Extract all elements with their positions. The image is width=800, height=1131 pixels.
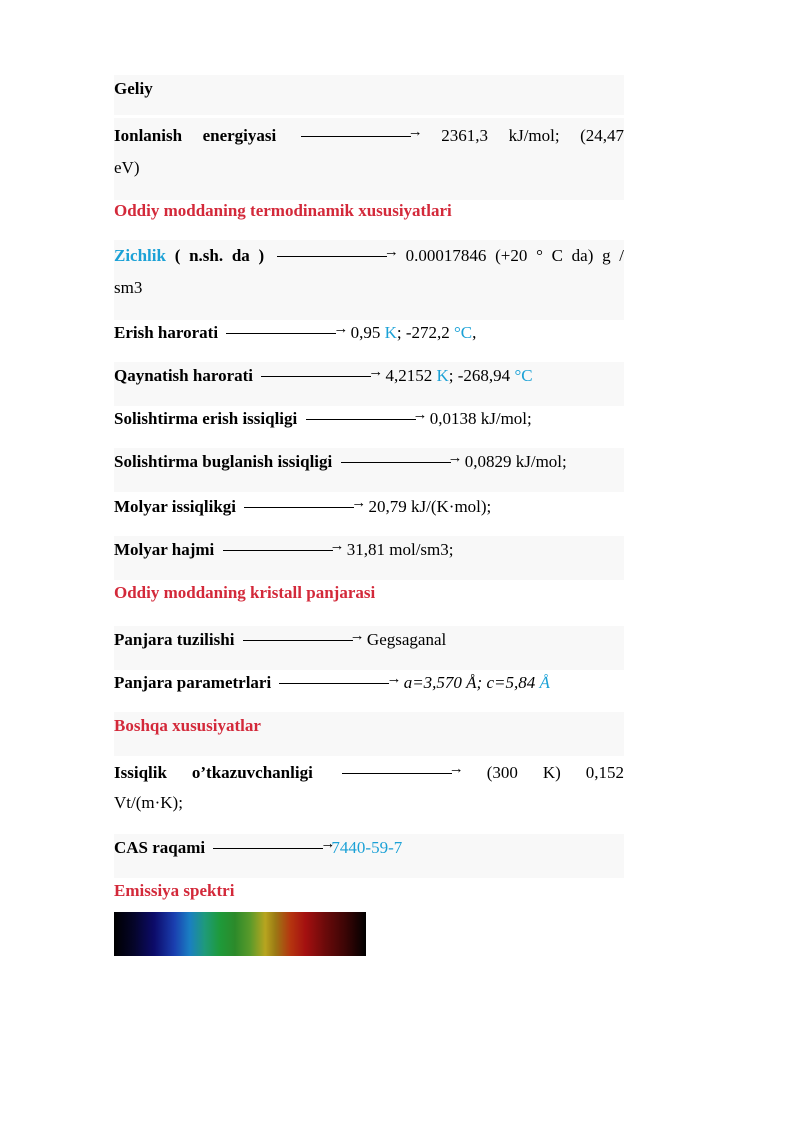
arrow-icon <box>213 843 331 855</box>
boiling-value-a: 4,2152 <box>385 366 437 385</box>
conductivity-value: (300 K) 0,152 <box>486 763 625 782</box>
arrow-icon <box>243 635 361 647</box>
molar-heat-label: Molyar issiqlikgi <box>114 497 237 516</box>
ionization-row <box>114 118 624 200</box>
emission-spectrum-image <box>114 912 366 956</box>
boiling-label: Qaynatish harorati <box>114 366 254 385</box>
kelvin-link[interactable]: K <box>436 366 449 385</box>
arrow-icon <box>301 131 419 143</box>
cas-link[interactable]: 7440-59-7 <box>331 838 403 857</box>
fusion-heat-label: Solishtirma erish issiqligi <box>114 409 298 428</box>
melting-label: Erish harorati <box>114 323 219 342</box>
angstrom-link[interactable]: Å <box>539 673 550 692</box>
density-value-line2: sm3 <box>114 278 143 297</box>
conductivity-row <box>114 758 624 822</box>
molar-volume-row <box>114 536 624 580</box>
cas-row <box>114 834 624 878</box>
density-row <box>114 240 624 320</box>
boiling-value-b: ; -268,94 <box>448 366 515 385</box>
melting-value-c: , <box>472 323 477 342</box>
density-link[interactable]: Zichlik <box>114 246 166 265</box>
melting-value-a: 0,95 <box>350 323 385 342</box>
vapor-heat-row <box>114 448 624 492</box>
lattice-structure-label: Panjara tuzilishi <box>114 630 235 649</box>
ionization-label: Ionlanish energiyasi <box>114 126 277 145</box>
fusion-heat-value: 0,0138 kJ/mol; <box>429 409 532 428</box>
arrow-icon <box>277 251 395 263</box>
arrow-icon <box>226 328 344 340</box>
density-label: ( n.sh. da ) <box>174 246 265 265</box>
molar-heat-row <box>114 492 624 522</box>
molar-volume-value: 31,81 mol/sm3; <box>346 540 454 559</box>
fusion-heat-row <box>114 404 624 434</box>
arrow-icon <box>244 502 362 514</box>
section-heading-spectrum: Emissiya spektri <box>114 881 235 900</box>
density-value: 0.00017846 (+20 ° C da) g / <box>405 246 625 265</box>
lattice-params-label: Panjara parametrlari <box>114 673 272 692</box>
celsius-link[interactable]: °C <box>453 323 473 342</box>
section-heading-crystal: Oddiy moddaning kristall panjarasi <box>114 583 376 602</box>
element-title: Geliy <box>114 79 153 98</box>
section-heading-other: Boshqa xususiyatlar <box>114 712 624 756</box>
lattice-structure-row <box>114 626 624 670</box>
lattice-structure-value: Gegsaganal <box>366 630 447 649</box>
vapor-heat-label: Solishtirma buglanish issiqligi <box>114 452 333 471</box>
ionization-value: 2361,3 kJ/mol; (24,47 <box>441 126 625 145</box>
celsius-link[interactable]: °C <box>514 366 533 385</box>
melting-value-b: ; -272,2 <box>396 323 454 342</box>
arrow-icon <box>341 457 459 469</box>
arrow-icon <box>223 545 341 557</box>
arrow-icon <box>342 768 460 780</box>
element-title-row <box>114 75 624 115</box>
conductivity-label: Issiqlik o’tkazuvchanligi <box>114 763 313 782</box>
lattice-params-row <box>114 668 624 698</box>
arrow-icon <box>279 678 397 690</box>
vapor-heat-value: 0,0829 kJ/mol; <box>464 452 567 471</box>
cas-label: CAS raqami <box>114 838 206 857</box>
arrow-icon <box>261 371 379 383</box>
conductivity-value-line2: Vt/(m·K); <box>114 793 183 812</box>
molar-heat-value: 20,79 kJ/(K·mol); <box>368 497 492 516</box>
ionization-value-line2: eV) <box>114 158 140 177</box>
molar-volume-label: Molyar hajmi <box>114 540 215 559</box>
melting-row <box>114 318 624 348</box>
arrow-icon <box>306 414 424 426</box>
section-heading-thermo: Oddiy moddaning termodinamik xususiyatlari <box>114 201 452 220</box>
kelvin-link[interactable]: K <box>384 323 397 342</box>
lattice-params-value: a=3,570 Å; c=5,84 <box>403 673 540 692</box>
boiling-row <box>114 362 624 406</box>
